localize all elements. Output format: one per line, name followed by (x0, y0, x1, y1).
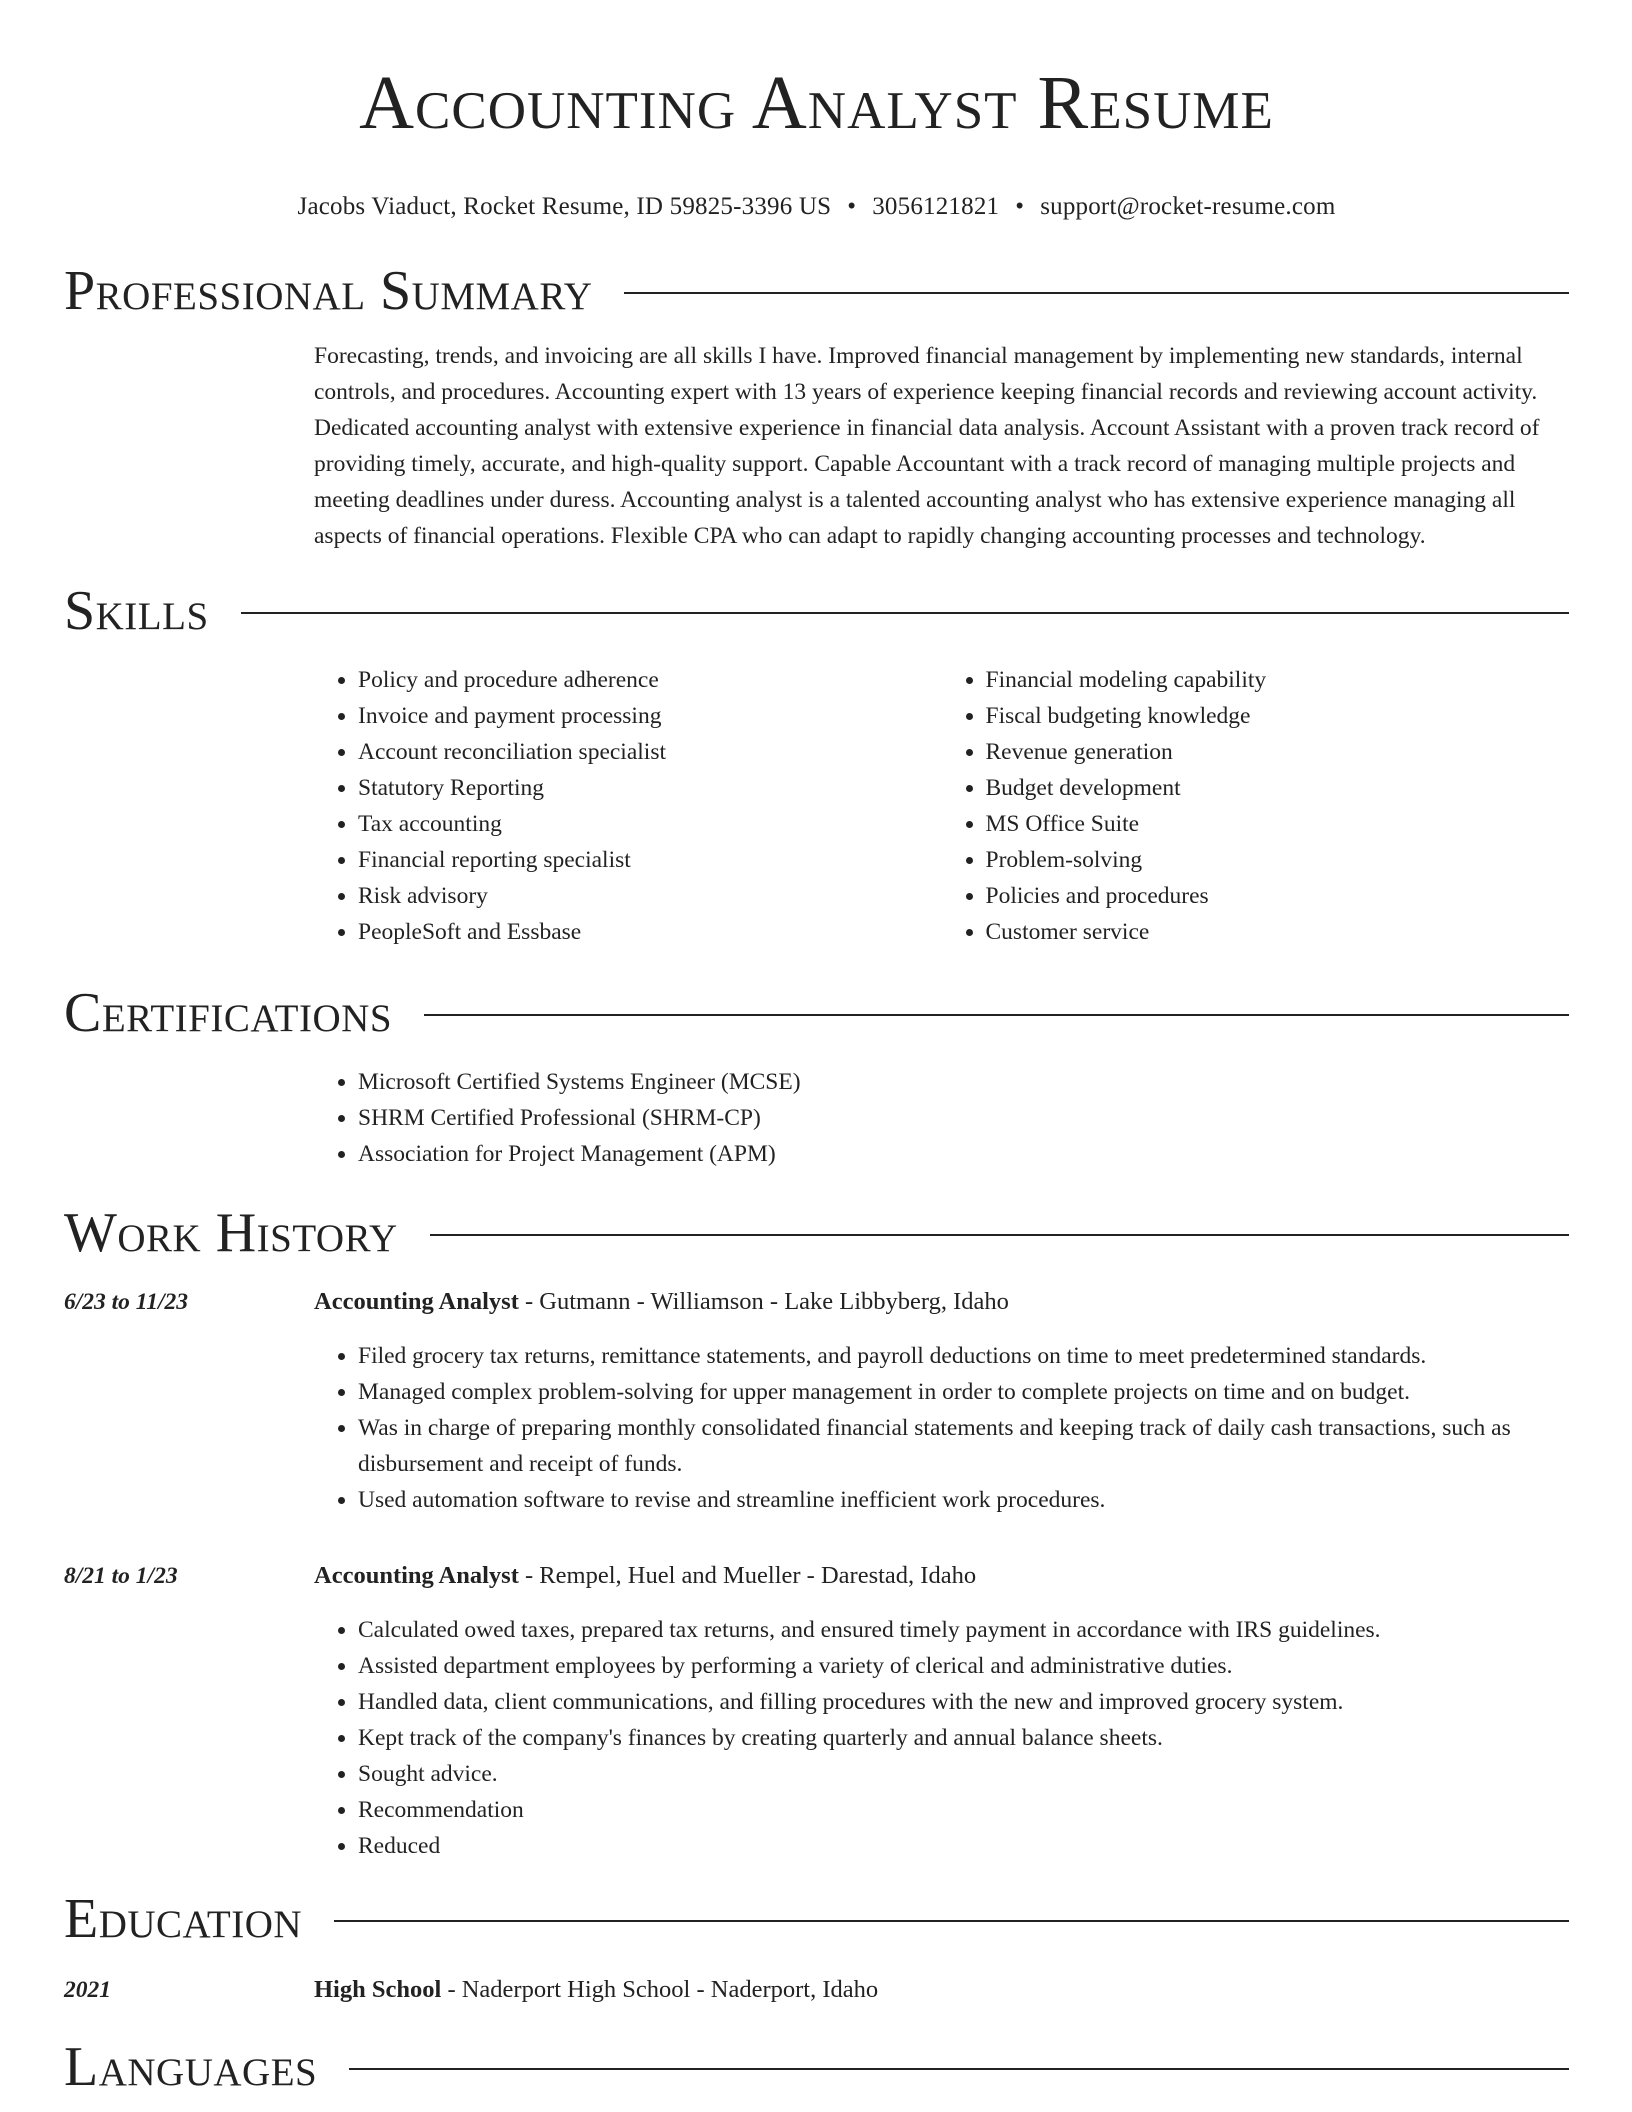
job-employer: - Rempel, Huel and Mueller - Darestad, Idaho (518, 1562, 977, 1589)
job-body (314, 1558, 1569, 1864)
separator-dot: • (847, 193, 857, 220)
duty-item: • Filed grocery tax returns, remittance statements, and payroll deductions on time to meet predetermined standards. (358, 1338, 1569, 1374)
skill-item: • Financial reporting specialist (358, 842, 942, 878)
job-heading (314, 1558, 1569, 1594)
section-title: Languages (64, 2036, 318, 2098)
skill-item: • Risk advisory (358, 878, 942, 914)
duty-item: • Kept track of the company's finances by creating quarterly and annual balance sheets. (358, 1720, 1569, 1756)
job-employer: - Gutmann - Williamson - Lake Libbyberg, Idaho (518, 1288, 1009, 1315)
contact-phone: 3056121821 (872, 193, 1000, 220)
job-heading (314, 1284, 1569, 1320)
job-title: Accounting Analyst (314, 1562, 519, 1589)
skill-item: • Problem-solving (986, 842, 1570, 878)
skills-column-left (314, 662, 942, 950)
education-school: - Naderport High School - Naderport, Idaho (441, 1976, 879, 2003)
summary-text: Forecasting, trends, and invoicing are all skills I have. Improved financial management by implementing new standards, internal controls, and procedures. Accounting expert with 13 years of experience keeping financial records and reviewing account activity. Dedicated accounting analyst with extensive experience in financial data analysis. Account Assistant with a proven track record of providing timely, accurate, and high-quality support. Capable Accountant with a track record of managing multiple projects and meeting deadlines under duress. Accounting analyst is a talented accounting analyst who has extensive experience managing all aspects of financial operations. Flexible CPA who can adapt to rapidly changing accounting processes and technology. (314, 343, 1540, 549)
certification-item: • Microsoft Certified Systems Engineer (MCSE) (358, 1064, 1569, 1100)
skill-item: • MS Office Suite (986, 806, 1570, 842)
education-body (314, 1972, 878, 2008)
certification-item: • Association for Project Management (APM) (358, 1136, 1569, 1172)
duty-item: • Sought advice. (358, 1756, 1569, 1792)
resume-page (64, 0, 1569, 2100)
job-dates: 6/23 to 11/23 (64, 1289, 189, 1315)
duty-item: • Reduced (358, 1828, 1569, 1864)
education-entry (64, 1972, 1569, 2008)
certifications-bullets (314, 1064, 1569, 1172)
section-divider (349, 2068, 1569, 2070)
skill-item: • Financial modeling capability (986, 662, 1570, 698)
certification-item: • SHRM Certified Professional (SHRM-CP) (358, 1100, 1569, 1136)
skills-section-header (64, 578, 1569, 644)
job-dates: 8/21 to 1/23 (64, 1563, 178, 1589)
languages-section-header (64, 2034, 1569, 2100)
section-divider (624, 292, 1569, 294)
job-entry (64, 1284, 1569, 1518)
section-divider (430, 1234, 1569, 1236)
section-title: Professional Summary (64, 260, 593, 322)
certifications-section-header (64, 980, 1569, 1046)
skill-item: • Account reconciliation specialist (358, 734, 942, 770)
education-section-header (64, 1886, 1569, 1952)
resume-title: Accounting Analyst Resume (359, 61, 1274, 145)
section-divider (241, 612, 1569, 614)
job-duties (314, 1612, 1569, 1864)
skill-item: • Revenue generation (986, 734, 1570, 770)
section-divider (424, 1014, 1569, 1016)
work-history-section-header (64, 1200, 1569, 1266)
section-title: Certifications (64, 982, 393, 1044)
duty-item: • Was in charge of preparing monthly consolidated financial statements and keeping track of daily cash transactions, such as disbursement and receipt of funds. (358, 1410, 1569, 1482)
skill-item: • Customer service (986, 914, 1570, 950)
skill-item: • Fiscal budgeting knowledge (986, 698, 1570, 734)
duty-item: • Used automation software to revise and streamline inefficient work procedures. (358, 1482, 1569, 1518)
certifications-list (314, 1064, 1569, 1172)
skill-item: • Policies and procedures (986, 878, 1570, 914)
job-entry (64, 1558, 1569, 1864)
section-title: Skills (64, 580, 209, 642)
duty-item: • Calculated owed taxes, prepared tax returns, and ensured timely payment in accordance with IRS guidelines. (358, 1612, 1569, 1648)
skill-item: • PeopleSoft and Essbase (358, 914, 942, 950)
skill-item: • Tax accounting (358, 806, 942, 842)
duty-item: • Recommendation (358, 1792, 1569, 1828)
skills-list (314, 662, 1569, 950)
duty-item: • Handled data, client communications, and filling procedures with the new and improved grocery system. (358, 1684, 1569, 1720)
duty-item: • Assisted department employees by performing a variety of clerical and administrative duties. (358, 1648, 1569, 1684)
job-body (314, 1284, 1569, 1518)
skill-item: • Policy and procedure adherence (358, 662, 942, 698)
section-title: Education (64, 1888, 303, 1950)
contact-address: Jacobs Viaduct, Rocket Resume, ID 59825-3396 US (297, 193, 832, 220)
duty-item: • Managed complex problem-solving for upper management in order to complete projects on time and on budget. (358, 1374, 1569, 1410)
separator-dot: • (1015, 193, 1025, 220)
job-duties (314, 1338, 1569, 1518)
contact-line (64, 192, 1569, 222)
section-title: Work History (64, 1202, 398, 1264)
job-title: Accounting Analyst (314, 1288, 519, 1315)
summary-section-header (64, 258, 1569, 324)
skill-item: • Statutory Reporting (358, 770, 942, 806)
section-divider (334, 1920, 1569, 1922)
contact-email: support@rocket-resume.com (1040, 193, 1336, 220)
education-year: 2021 (64, 1977, 111, 2003)
education-degree: High School (314, 1976, 442, 2003)
skill-item: • Invoice and payment processing (358, 698, 942, 734)
skill-item: • Budget development (986, 770, 1570, 806)
skills-column-right (942, 662, 1570, 950)
